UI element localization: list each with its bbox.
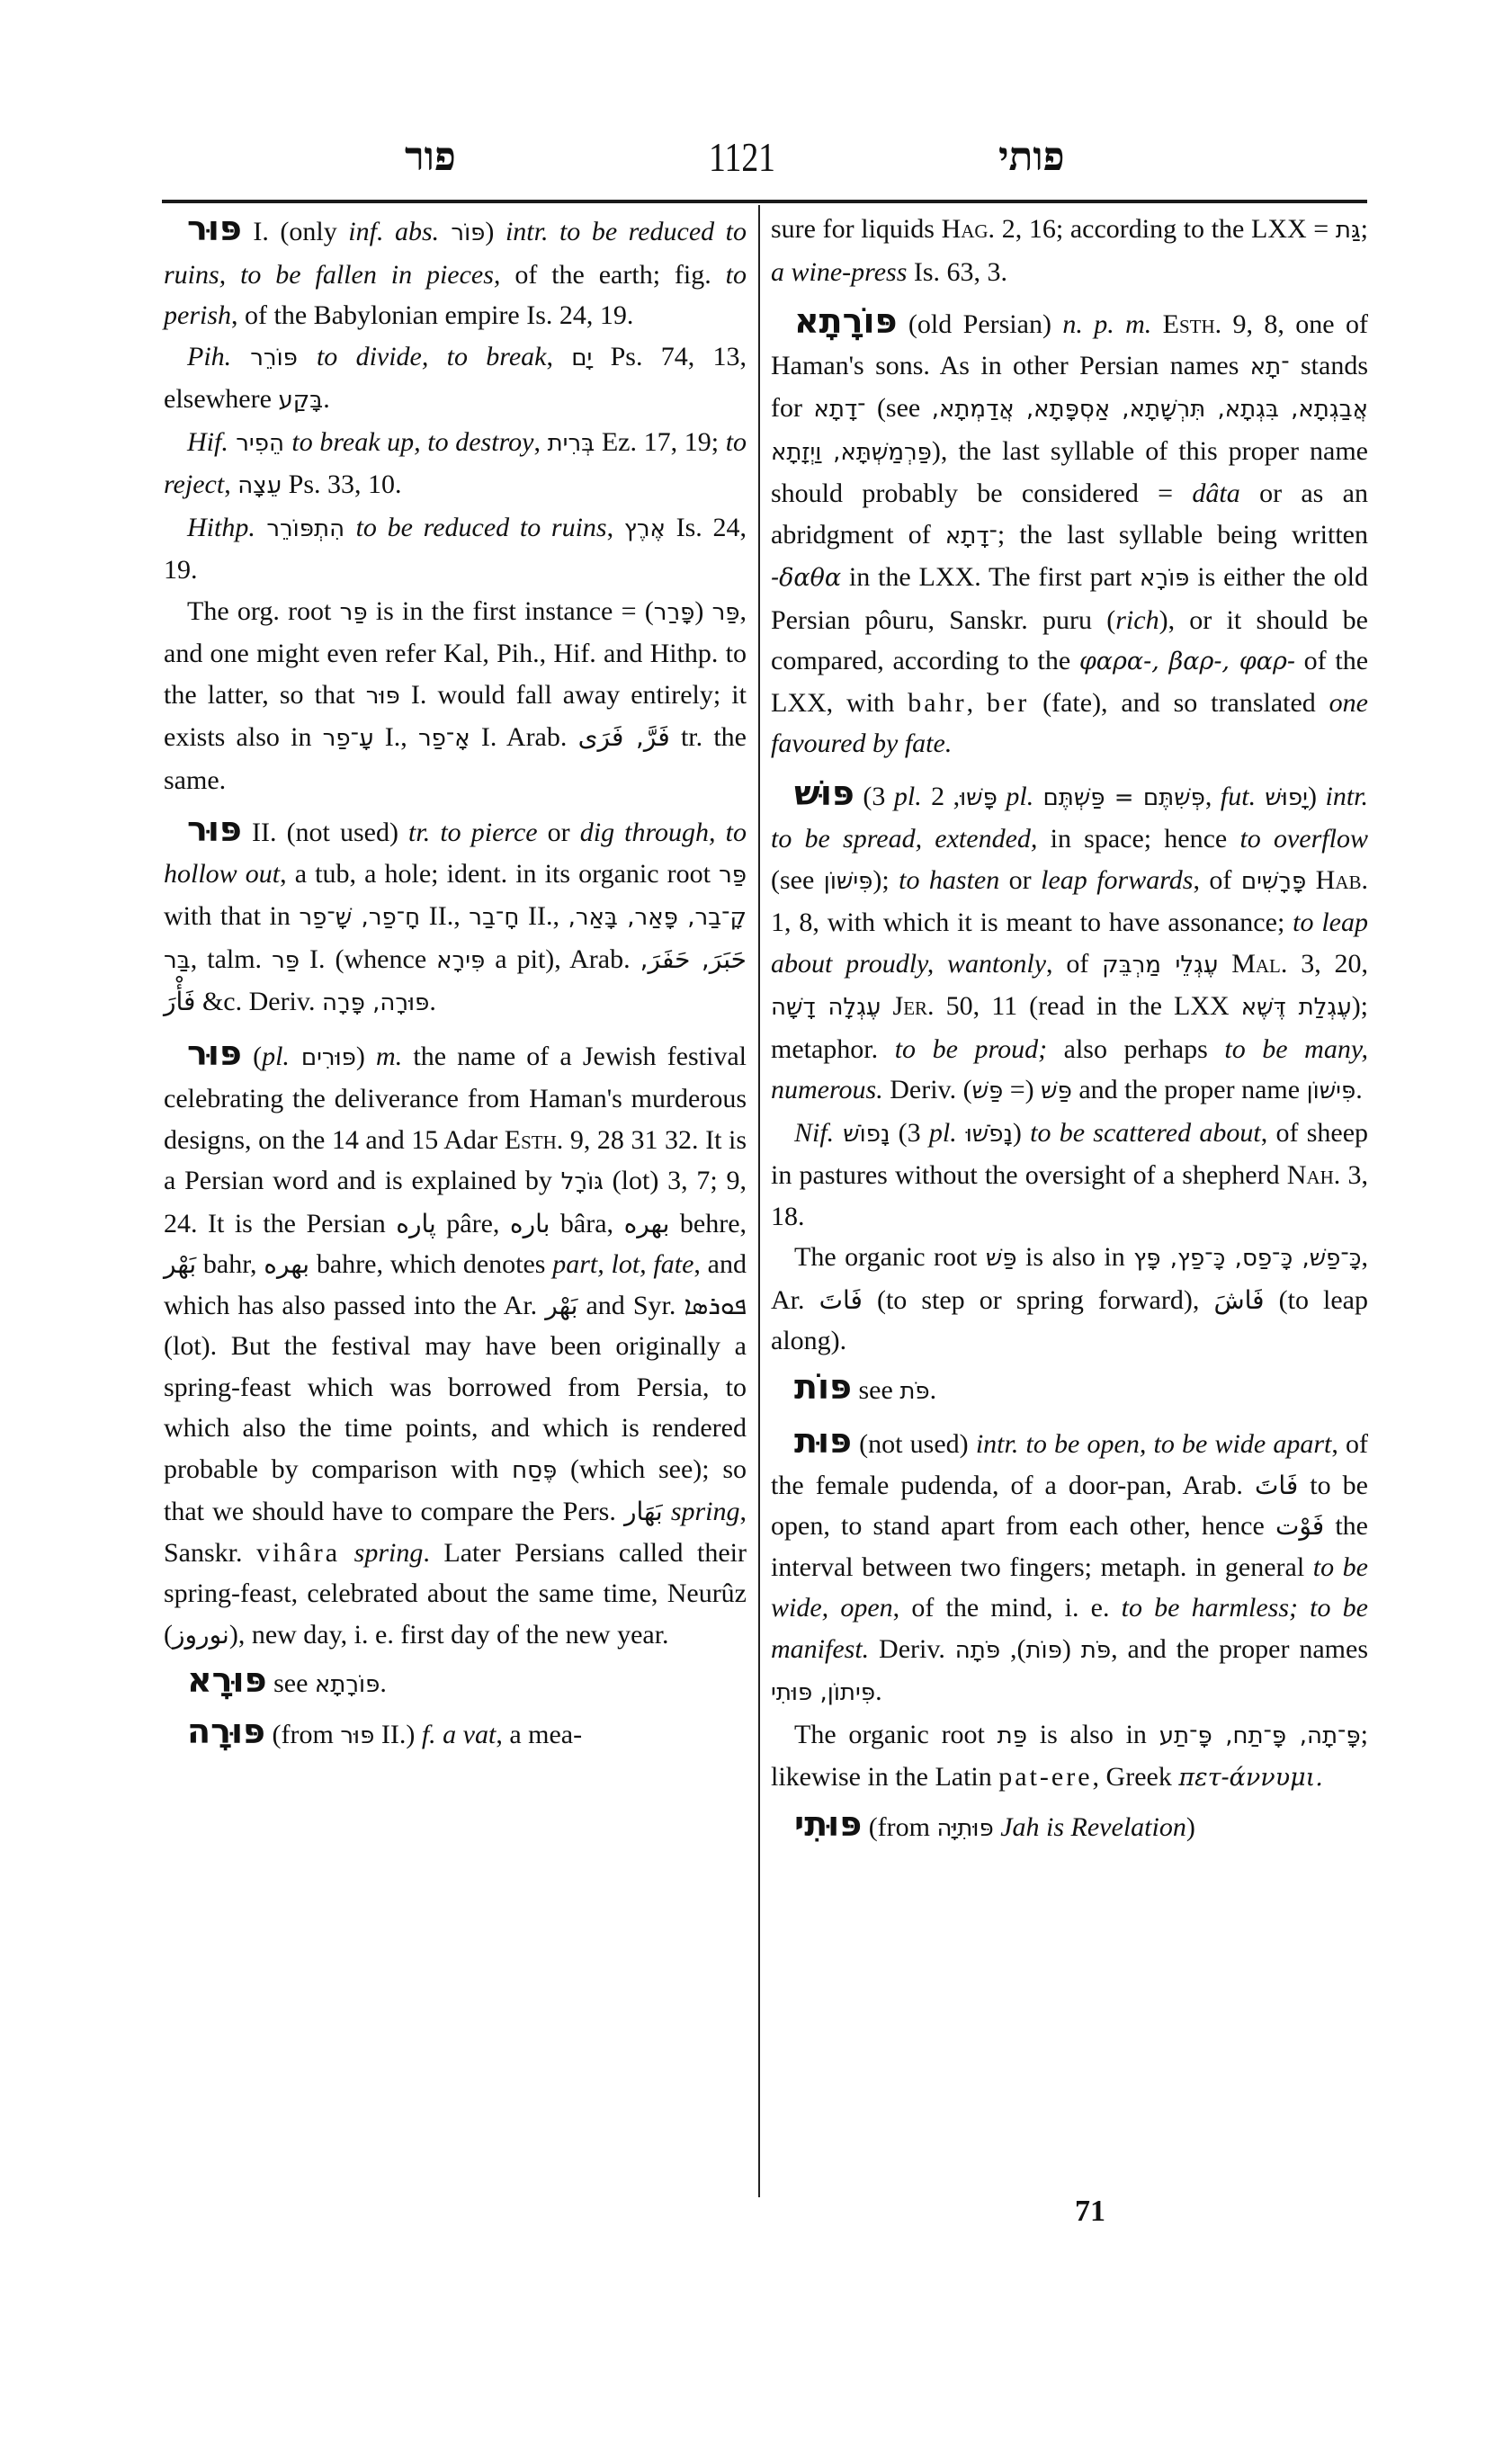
headword: פּוּר [187, 209, 242, 248]
entry-poth-see: פּוֹת see פֹּת. [794, 1366, 937, 1407]
entry-pur-I: פּוּר I. (only inf. abs. פּוֹר) intr. to be reduced to ruins, to be fallen in pieces, of the earth; fig. to perish, of the Babylonian empire Is. 24, 19. [164, 209, 747, 330]
entry-puth: פּוּת (not used) intr. to be open, to be wide apart, of the female pudenda, of a door-pan, Arab. فَاتَ to be open, to stand apart from each other, hence فَوْت the interval between two fingers; metaph. in general to be wide, open, of the mind, i. e. to be harmless; to be manifest. Deriv. פֹּת (פּוֹת), פֹּתָה , and the proper names פִּיתוֹן, פּוּתִי. [771, 1421, 1368, 1706]
headword: פּוּשׁ [794, 773, 854, 813]
column-divider [758, 205, 760, 2197]
header-rule [162, 200, 1367, 203]
headword: פּוּרָה [187, 1711, 266, 1751]
headword: פּוּר [187, 809, 242, 849]
entry-pura: פּוּרָא see פּוֹרָתָא. [187, 1660, 387, 1700]
signature-mark: 71 [1075, 2195, 1105, 2228]
sub-entry-nif: Nif. נָפוֹשׁ (3 pl. נָפֹשׁוּ) to be scattered about, of sheep in pastures without the oversight of a shepherd Nah. 3, 18. [771, 1117, 1369, 1231]
entry-purah-continued: sure for liquids Hag. 2, 16; according to the LXX = גַּת; a wine-press Is. 63, 3. [771, 214, 1368, 287]
sub-entry-hif: Hif. הֵפִיר to break up, to destroy, בְּרִית Ez. 17, 19; to reject, עֵצָה Ps. 33, 10. [164, 426, 747, 499]
page-number: 1121 [709, 134, 776, 180]
entry-push: פּוּשׁ (3 pl. פָּשׁוּ, 2 pl. פְּשִׁתֶּם = פַּשְׁתֶּם, fut. יָפוּשׁ) intr. to be spread, extended, in space; hence to overflow (see פִּישׁוֹן); to hasten or leap forwards, of פָּרָשִׁים Hab. 1, 8, with which it is meant to have assonance; to leap about proudly, wantonly, of עֶגְלֵי מַרְבֵּק Mal. 3, 20, עֶגְלָה דָשָׁה Jer. 50, 11 (read in the LXX עֶגְלַת דֶּשֶׁא); metaphor. to be proud; also perhaps to be many, numerous. Deriv. פַּשׁ (= פַּשׁ) and the proper name פִּישׁוֹן. [771, 773, 1369, 1104]
headword: פּוּר [187, 1033, 242, 1073]
headword: פּוּתִי [794, 1803, 863, 1844]
entry-poratha: פּוֹרָתָא (old Persian) n. p. m. Esth. 9, 8, one of Haman's sons. As in other Persian names ־תָא stands for ־דָתָא (see אֲבַגְתָא, בִּגְתָא, תִּרְשָׁתָא, אַסְפָּתָא, אֲדַמְתָא, פַּרְמַשְׁתָּא, וַיְזָתָא), the last syllable of this proper name should probably be considered = dâta or as an abridgment of ־דָתָא; the last syllable being written -δαθα in the LXX. The first part פּוֹרָא is either the old Persian pôuru, Sanskr. puru (rich), or it should be compared, according to the φαρα-, βαρ-, φαρ- of the LXX, with bahr, ber (fate), and so translated one favoured by fate. [771, 301, 1369, 758]
headword: פּוֹרָתָא [794, 301, 898, 341]
left-column [164, 209, 747, 1757]
running-head-left-word: פור [405, 134, 456, 180]
sub-entry-hithp: Hithp. הִתְפּוֹרֵר to be reduced to ruins, אֶרֶץ Is. 24, 19. [164, 512, 747, 585]
note-organic-root: The org. root פַּר is in the first instance = פַּר (פָּרַר), and one might even refer Kal, Pih., Hif. and Hithp. to the latter, so that פּוּר I. would fall away entirely; it exists also in עָ־פַר I., אָ־פַר I. Arab. فَرَّ, فَرَى tr. the same. [164, 595, 747, 795]
headword: פּוֹת [794, 1366, 852, 1407]
note-organic-root-push: The organic root פַּשׁ is also in כָּ־פַשׁ, כָּ־פַס, כָּ־פַץ, פָּץ, Ar. فَاتَ (to step or spring forward), فَاشَ (to leap along). [771, 1242, 1369, 1355]
entry-pur-II: פּוּר II. (not used) tr. to pierce or dig through, to hollow out, a tub, a hole; ident. in its organic root פַּר with that in חָ־פַר, שָׁ־פַר II., חָ־בַר II., קָ־בַר, פָּאַר, בָּאַר, בַּר, talm. פַּר I. (whence פִּירָא a pit), Arab. حَبَرَ, حَفَرَ, فَأْرَ &c. Deriv. פּוּרָה, פָּרָה. [164, 809, 747, 1016]
entry-puti: פּוּתִי (from פּוּתִיָּה Jah is Revelation) [794, 1803, 1195, 1844]
sub-entry-pih: Pih. פּוֹרֵר to divide, to break, יָם Ps. 74, 13, elsewhere בָּקַע. [164, 341, 747, 414]
entry-pur-festival: פּוּר (pl. פּוּרִים) m. the name of a Jewish festival celebrating the deliverance from Haman's murderous designs, on the 14 and 15 Adar Esth. 9, 28 31 32. It is a Persian word and is explained by גּוֹרָל (lot) 3, 7; 9, 24. It is the Persian پاره pâre, باره bâra, بهره behre, بَهْر bahr, بهره bahre, which denotes part, lot, fate, and which has also passed into the Ar. بَهْر and Syr. ܦܘܪܣܐ (lot). But the festival may have been originally a spring-feast which was borrowed from Persia, to which also the time points, and which is rendered probable by comparison with פֶּסַח (which see); so that we should have to compare the Pers. بَهَار spring, Sanskr. vihâra spring. Later Persians called their spring-feast, celebrated about the same time, Neurûz (نوروز), new day, i. e. first day of the new year. [164, 1033, 747, 1650]
running-head [162, 121, 1367, 193]
note-organic-root-puth: The organic root פַּת is also in פָּ־תָה, פָּ־תַח, פָּ־תַע; likewise in the Latin pat-ere, Greek πετ-άννυμι. [771, 1719, 1368, 1792]
right-column [771, 209, 1368, 1849]
headword: פּוּת [794, 1421, 852, 1461]
entry-purah: פּוּרָה (from פּוּר II.) f. a vat, a mea- [187, 1711, 583, 1751]
running-head-right-word: פותי [998, 134, 1065, 180]
headword: פּוּרָא [187, 1660, 267, 1700]
